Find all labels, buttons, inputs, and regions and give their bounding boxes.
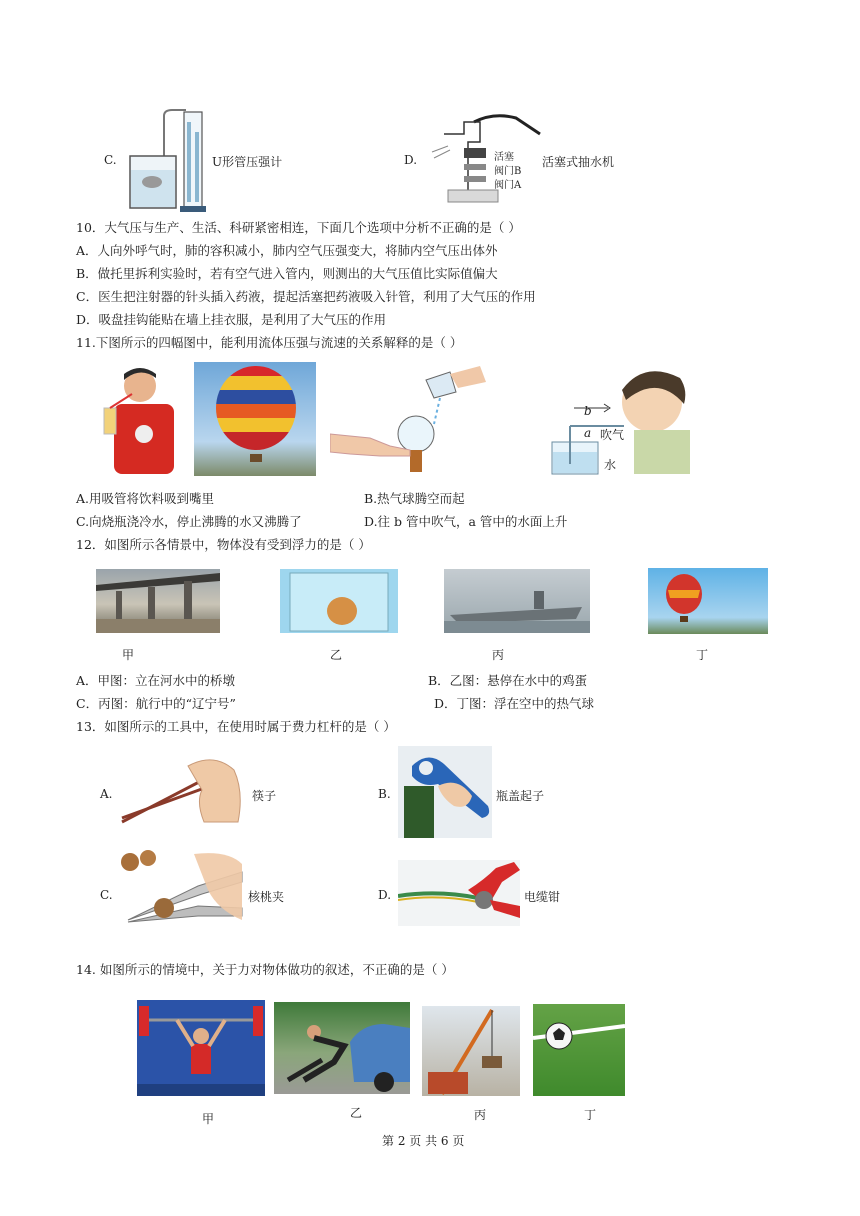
- boy-drinking-straw-image: [92, 364, 180, 476]
- q11-stem: 11.下图所示的四幅图中，能利用流体压强与流速的关系解释的是（ ）: [76, 335, 463, 350]
- q13-b-label: 瓶盖起子: [496, 789, 545, 803]
- q13-a-label: 筷子: [252, 789, 277, 803]
- q12-option-c: C．丙图：航行中的“辽宁号”: [76, 696, 236, 711]
- crane-image: [422, 1006, 520, 1096]
- q13-d-label: 电缆钳: [524, 890, 561, 904]
- q12-caption-bing: 丙: [492, 648, 505, 662]
- q12-option-a: A．甲图：立在河水中的桥墩: [76, 673, 236, 688]
- tube-a-label: a: [584, 426, 592, 440]
- q11-option-a: A.用吸管将饮料吸到嘴里: [76, 491, 215, 506]
- q14-caption-bing: 丙: [474, 1108, 487, 1122]
- q11-option-d: D.往 b 管中吹气，a 管中的水面上升: [364, 514, 568, 529]
- weightlifter-image: [137, 1000, 265, 1096]
- q12-option-b: B．乙图：悬停在水中的鸡蛋: [428, 673, 588, 688]
- hot-air-balloon-sky-image: [648, 568, 768, 634]
- q12-caption-ding: 丁: [696, 648, 709, 662]
- chopsticks-image: [118, 752, 248, 826]
- q13-d-letter: D.: [378, 888, 392, 902]
- q10-option-b: B．做托里拆利实验时，若有空气进入管内，则测出的大气压值比实际值偏大: [76, 266, 498, 281]
- piston-label: 活塞: [494, 152, 514, 163]
- soccer-ball-image: [533, 1004, 625, 1096]
- valve-a-label: 阀门A: [494, 180, 522, 191]
- q14-stem: 14. 如图所示的情境中，关于力对物体做功的叙述，不正确的是（ ）: [76, 962, 454, 977]
- q12-caption-yi: 乙: [330, 648, 343, 662]
- q12-stem: 12．如图所示各情景中，物体没有受到浮力的是（ ）: [76, 537, 371, 552]
- blow-label: 吹气: [600, 428, 625, 442]
- q10-option-c: C．医生把注射器的针头插入药液，提起活塞把药液吸入针管，利用了大气压的作用: [76, 289, 536, 304]
- q10-option-a: A．人向外呼气时，肺的容积减小，肺内空气压强变大，将肺内空气压出体外: [76, 243, 498, 258]
- piston-pump-image: [424, 112, 542, 204]
- cable-cutter-image: [398, 860, 520, 926]
- q10-option-d: D．吸盘挂钩能贴在墙上挂衣服，是利用了大气压的作用: [76, 312, 387, 327]
- q13-c-label: 核桃夹: [248, 890, 285, 904]
- q11-option-b: B.热气球腾空而起: [364, 491, 465, 506]
- q9-c-label: U形管压强计: [212, 155, 283, 169]
- nutcracker-image: [118, 850, 244, 936]
- q9-d-letter: D.: [404, 153, 418, 167]
- q12-caption-jia: 甲: [122, 648, 135, 662]
- tube-b-label: b: [584, 404, 592, 418]
- q14-caption-ding: 丁: [584, 1108, 597, 1122]
- flask-cold-water-image: [330, 364, 490, 474]
- bottle-opener-image: [398, 746, 492, 838]
- q13-stem: 13．如图所示的工具中，在使用时属于费力杠杆的是（ ）: [76, 719, 396, 734]
- bridge-pier-image: [96, 569, 220, 633]
- q13-a-letter: A.: [100, 787, 113, 801]
- q9-c-letter: C.: [104, 153, 117, 167]
- q14-caption-jia: 甲: [202, 1112, 215, 1126]
- q14-caption-yi: 乙: [350, 1106, 363, 1120]
- pushing-car-image: [274, 1002, 410, 1094]
- q12-option-d: D．丁图：浮在空中的热气球: [434, 696, 595, 711]
- u-tube-manometer-image: [128, 108, 208, 214]
- page-footer: 第 2 页 共 6 页: [382, 1134, 465, 1148]
- egg-in-water-image: [280, 569, 398, 633]
- q11-option-c: C.向烧瓶浇冷水，停止沸腾的水又沸腾了: [76, 514, 302, 529]
- q13-c-letter: C.: [100, 888, 113, 902]
- q9-d-label: 活塞式抽水机: [542, 155, 615, 169]
- q13-b-letter: B.: [378, 787, 391, 801]
- q10-stem: 10．大气压与生产、生活、科研紧密相连，下面几个选项中分析不正确的是（ ）: [76, 220, 521, 235]
- blow-tube-image: [548, 364, 694, 476]
- hot-air-balloon-image: [194, 362, 316, 476]
- valve-b-label: 阀门B: [494, 166, 522, 177]
- aircraft-carrier-image: [444, 569, 590, 633]
- water-label: 水: [604, 458, 617, 472]
